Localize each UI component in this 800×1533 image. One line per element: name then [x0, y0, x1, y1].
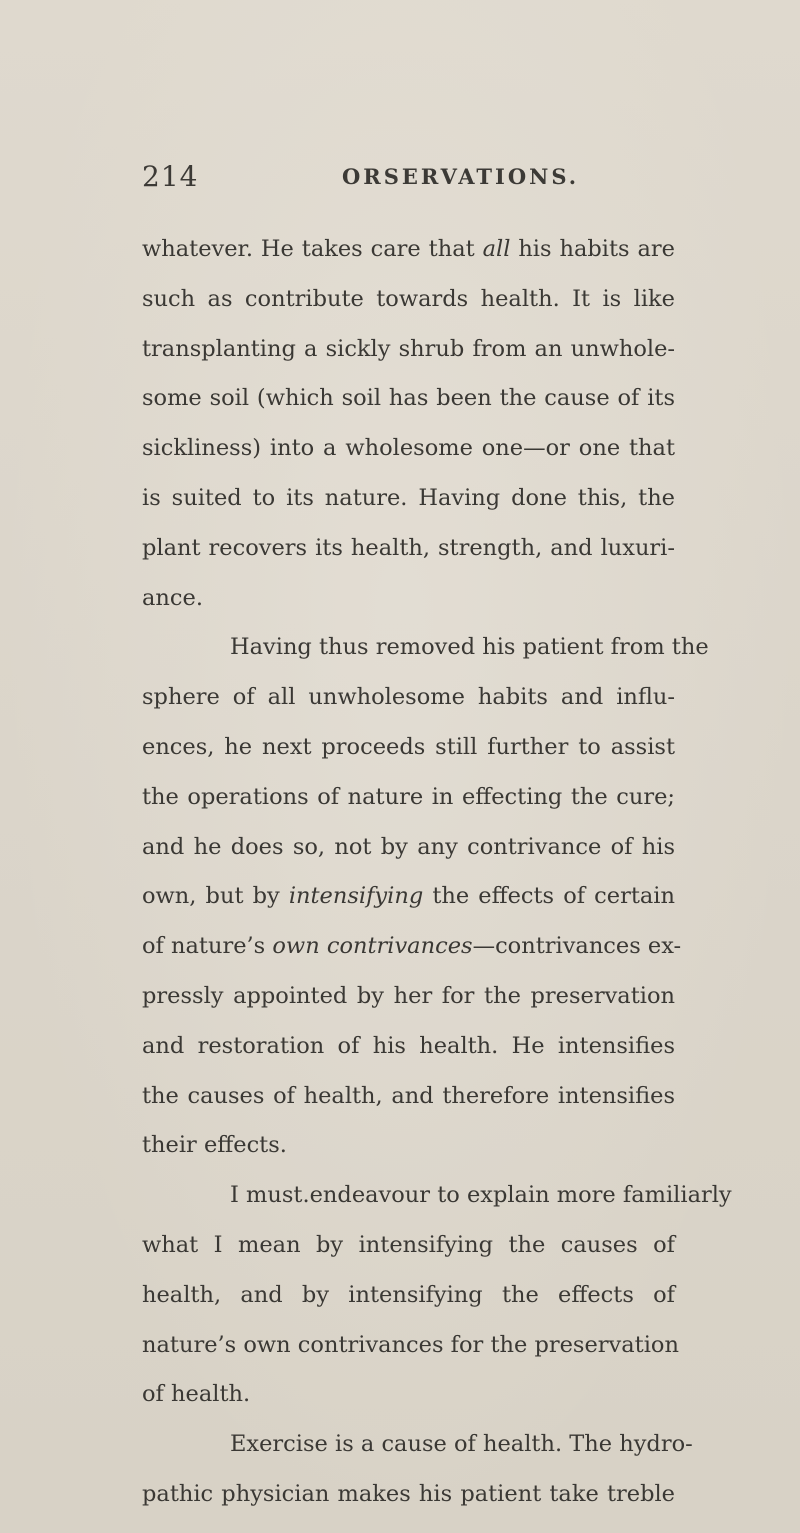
- text-segment: transplanting a sickly shrub from an unwhole-: [142, 335, 675, 362]
- text-segment: is suited to its nature. Having done this, the: [142, 484, 675, 511]
- text-segment: health, and by intensifying the effects of: [142, 1281, 675, 1308]
- text-line: [142, 673, 675, 723]
- body-text: [142, 225, 732, 1520]
- text-segment: the causes of health, and therefore intensifies: [142, 1082, 675, 1109]
- text-segment: pathic physician makes his patient take treble: [142, 1480, 675, 1507]
- text-line: [142, 1221, 675, 1271]
- text-line: [142, 972, 675, 1022]
- text-line: [142, 1470, 675, 1520]
- text-line: [142, 325, 675, 375]
- text-segment: of nature’s: [142, 933, 273, 960]
- text-segment: sphere of all unwholesome habits and influ-: [142, 684, 675, 711]
- text-segment: plant recovers its health, strength, and luxuri-: [142, 534, 675, 561]
- text-segment: of health.: [142, 1381, 251, 1408]
- text-line: [142, 823, 675, 873]
- text-segment: nature’s own contrivances for the preservation: [142, 1331, 679, 1358]
- text-segment: sickliness) into a wholesome one—or one that: [142, 435, 675, 462]
- text-segment: pressly appointed by her for the preservation: [142, 982, 675, 1009]
- text-line: [142, 1321, 679, 1371]
- running-head: ORSERVATIONS.: [342, 164, 580, 189]
- text-segment: the operations of nature in effecting the cure;: [142, 783, 675, 810]
- text-segment: own, but by: [142, 883, 289, 910]
- text-line: [142, 1072, 675, 1122]
- italic-text: own contrivances: [272, 933, 473, 960]
- text-segment: and restoration of his health. He intensifies: [142, 1032, 675, 1059]
- text-line: [142, 1121, 675, 1171]
- text-segment: Having thus removed his patient from the: [230, 634, 709, 661]
- page-number: 214: [142, 160, 199, 193]
- text-line: [142, 1022, 675, 1072]
- text-segment: Exercise is a cause of health. The hydro-: [230, 1431, 693, 1458]
- italic-text: all: [482, 236, 511, 262]
- text-line: [142, 574, 675, 624]
- text-segment: the effects of certain: [423, 883, 675, 910]
- text-line: [142, 1271, 675, 1321]
- text-segment: some soil (which soil has been the cause of its: [142, 385, 675, 412]
- text-line: [142, 1171, 732, 1221]
- text-line: [142, 872, 675, 922]
- text-line: [142, 275, 675, 325]
- text-segment: his habits are: [510, 236, 675, 262]
- text-line: [142, 1420, 693, 1470]
- text-line: [142, 524, 675, 574]
- text-segment: whatever. He takes care that: [142, 236, 483, 262]
- text-line: [142, 374, 675, 424]
- text-line: [142, 474, 675, 524]
- text-segment: —contrivances ex-: [472, 933, 682, 960]
- text-line: [142, 1370, 675, 1420]
- text-line: [142, 623, 709, 673]
- page-header: [142, 160, 662, 200]
- text-segment: I must.endeavour to explain more familiarly: [230, 1182, 732, 1209]
- text-segment: what I mean by intensifying the causes of: [142, 1231, 675, 1258]
- text-line: [142, 424, 675, 474]
- text-line: [142, 225, 675, 275]
- text-segment: ance.: [142, 584, 203, 611]
- text-segment: and he does so, not by any contrivance of his: [142, 833, 675, 860]
- text-line: [142, 922, 682, 972]
- text-line: [142, 773, 675, 823]
- text-segment: ences, he next proceeds still further to assist: [142, 733, 675, 760]
- italic-text: intensifying: [288, 883, 424, 910]
- text-line: [142, 723, 675, 773]
- text-segment: their effects.: [142, 1132, 287, 1159]
- text-segment: such as contribute towards health. It is like: [142, 285, 675, 312]
